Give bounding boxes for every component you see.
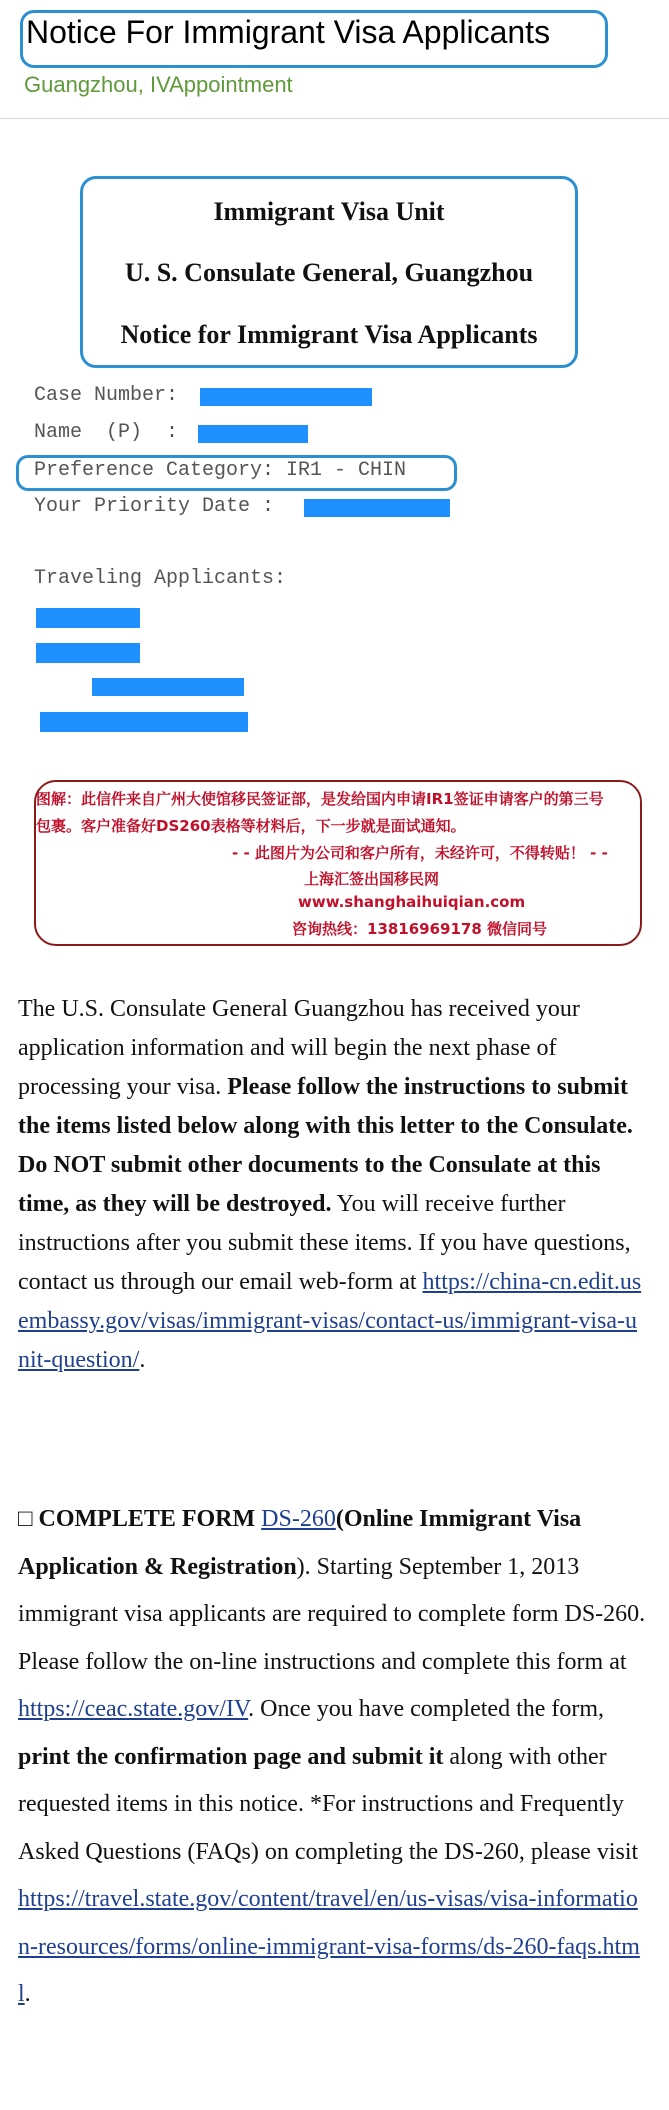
complete-form-heading: COMPLETE FORM bbox=[38, 1506, 256, 1532]
ds260-form-name: (Online Immigrant Visa Application & Registration bbox=[18, 1506, 582, 1580]
name-label: Name (P) : bbox=[34, 421, 179, 444]
consulate-heading-box bbox=[80, 176, 578, 368]
page-subtitle: Guangzhou, IVAppointment bbox=[24, 72, 293, 97]
traveling-applicants-label: Traveling Applicants: bbox=[34, 567, 287, 590]
notice-line-6: 咨询热线：13816969178 微信同号 bbox=[292, 920, 548, 938]
notice-line-3: - - 此图片为公司和客户所有，未经许可，不得转贴！ - - bbox=[232, 844, 608, 862]
intro-text-1: The U.S. Consulate General Guangzhou has received your application information and will begin the next phase of processing your visa. bbox=[18, 996, 580, 1100]
redacted-applicant-4 bbox=[40, 712, 248, 732]
ds260-text-3: along with other requested items in this notice. *For instructions and Frequently Asked Questions (FAQs) on completing the DS-260, please visit bbox=[18, 1743, 639, 1865]
ds260-faq-link[interactable]: https://travel.state.gov/content/travel/en/us-visas/visa-information-resources/forms/online-immigrant-visa-forms/ds-260-faqs.html bbox=[18, 1886, 640, 2007]
preference-category: Preference Category: IR1 - CHIN bbox=[34, 459, 407, 482]
redacted-applicant-2 bbox=[36, 643, 140, 663]
ds260-text-2: . Once you have completed the form, bbox=[248, 1696, 605, 1722]
notice-line-1: 图解：此信件来自广州大使馆移民签证部，是发给国内申请IR1签证申请客户的第三号 bbox=[36, 790, 604, 808]
redacted-case-number bbox=[200, 388, 372, 406]
ds260-end: . bbox=[24, 1981, 31, 2007]
priority-date-label: Your Priority Date : bbox=[34, 495, 275, 518]
intro-paragraph bbox=[18, 990, 648, 1380]
notice-line-5: www.shanghaihuiqian.com bbox=[298, 893, 526, 911]
ds260-paragraph bbox=[18, 1496, 648, 2019]
intro-end: . bbox=[139, 1347, 146, 1373]
redacted-applicant-3 bbox=[92, 678, 244, 696]
redacted-priority-date bbox=[304, 499, 450, 517]
notice-line-4: 上海汇签出国移民网 bbox=[304, 870, 440, 888]
notice-heading: Notice for Immigrant Visa Applicants bbox=[120, 320, 538, 349]
case-number-label: Case Number: bbox=[34, 384, 179, 407]
ds260-link[interactable]: DS-260 bbox=[261, 1506, 336, 1532]
redacted-applicant-1 bbox=[36, 608, 140, 628]
contact-form-link[interactable]: https://china-cn.edit.usembassy.gov/visas/immigrant-visas/contact-us/immigrant-visa-unit-question/ bbox=[18, 1269, 642, 1373]
intro-instructions-bold: Please follow the instructions to submit the items listed below along with this letter to the Consulate. Do NOT submit other documents to the Consulate at this time, as they will be destroyed. bbox=[18, 1074, 633, 1217]
watermark-notice-box bbox=[34, 780, 642, 946]
page-header bbox=[0, 0, 669, 119]
checkbox-icon[interactable]: □ bbox=[18, 1506, 33, 1532]
redacted-name bbox=[198, 425, 308, 443]
consulate-name: U. S. Consulate General, Guangzhou bbox=[124, 258, 534, 287]
notice-line-2: 包裹。客户准备好DS260表格等材料后，下一步就是面试通知。 bbox=[36, 817, 466, 835]
unit-name: Immigrant Visa Unit bbox=[213, 197, 445, 226]
intro-text-2: You will receive further instructions after you submit these items. If you have questions, contact us through our email web-form at bbox=[18, 1191, 631, 1295]
print-confirmation-bold: print the confirmation page and submit it bbox=[18, 1743, 444, 1770]
ceac-link[interactable]: https://ceac.state.gov/IV bbox=[18, 1696, 249, 1722]
page-title: Notice For Immigrant Visa Applicants bbox=[26, 14, 551, 50]
ds260-text-1: ). Starting September 1, 2013 immigrant visa applicants are required to complete form DS-260. Please follow the on-line instructions and complete this form at bbox=[18, 1553, 646, 1675]
